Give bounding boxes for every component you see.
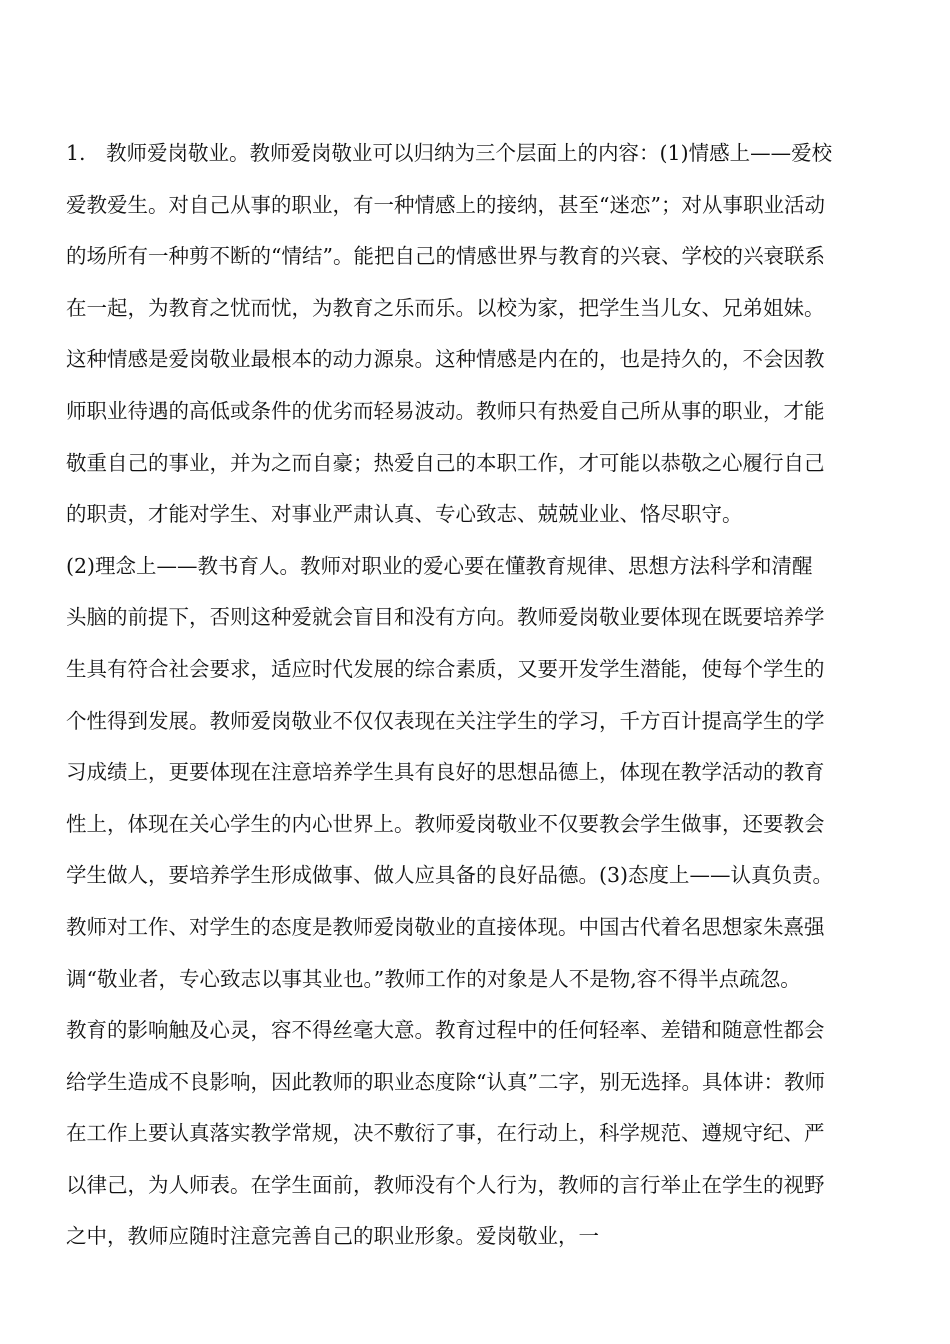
text-line: 教师对工作、对学生的态度是教师爱岗敬业的直接体现。中国古代着名思想家朱熹强 <box>66 914 825 939</box>
text-line: 个性得到发展。教师爱岗敬业不仅仅表现在关注学生的学习，千方百计提高学生的学 <box>66 708 825 733</box>
text-line: 以律己，为人师表。在学生面前，教师没有个人行为，教师的言行举止在学生的视野 <box>66 1172 825 1197</box>
body-text <box>66 133 916 1268</box>
text-line: 之中，教师应随时注意完善自己的职业形象。爱岗敬业，一 <box>66 1224 599 1249</box>
text-line: 习成绩上，更要体现在注意培养学生具有良好的思想品德上，体现在教学活动的教育 <box>66 760 825 785</box>
text-line: 头脑的前提下，否则这种爱就会盲目和没有方向。教师爱岗敬业要体现在既要培养学 <box>66 605 825 630</box>
text-line: 1. 教师爱岗敬业。教师爱岗敬业可以归纳为三个层面上的内容：(1)情感上——爱校 <box>66 141 833 165</box>
text-line: 教育的影响触及心灵，容不得丝毫大意。教育过程中的任何轻率、差错和随意性都会 <box>66 1018 825 1043</box>
text-line: 的职责，才能对学生、对事业严肃认真、专心致志、兢兢业业、恪尽职守。 <box>66 502 743 527</box>
text-line: (2)理念上——教书育人。教师对职业的爱心要在懂教育规律、思想方法科学和清醒 <box>66 553 813 578</box>
text-line: 性上，体现在关心学生的内心世界上。教师爱岗敬业不仅要教会学生做事，还要教会 <box>66 811 825 836</box>
text-line: 的场所有一种剪不断的“情结”。能把自己的情感世界与教育的兴衰、学校的兴衰联系 <box>66 244 825 269</box>
text-line: 生具有符合社会要求，适应时代发展的综合素质，又要开发学生潜能，使每个学生的 <box>66 656 825 681</box>
text-line: 爱教爱生。对自己从事的职业，有一种情感上的接纳，甚至“迷恋”；对从事职业活动 <box>66 192 825 217</box>
text-line: 在工作上要认真落实教学常规，决不敷衍了事，在行动上，科学规范、遵规守纪、严 <box>66 1121 825 1146</box>
text-line: 这种情感是爱岗敬业最根本的动力源泉。这种情感是内在的，也是持久的，不会因教 <box>66 347 825 372</box>
text-line: 调“敬业者，专心致志以事其业也。”教师工作的对象是人不是物,容不得半点疏忽。 <box>66 966 801 991</box>
text-line: 给学生造成不良影响，因此教师的职业态度除“认真”二字，别无选择。具体讲：教师 <box>66 1069 825 1094</box>
text-line: 学生做人，要培养学生形成做事、做人应具备的良好品德。(3)态度上——认真负责。 <box>66 863 834 888</box>
text-line: 敬重自己的事业，并为之而自豪；热爱自己的本职工作，才可能以恭敬之心履行自己 <box>66 450 825 475</box>
text-line: 在一起，为教育之忧而忧，为教育之乐而乐。以校为家，把学生当儿女、兄弟姐妹。 <box>66 295 825 320</box>
text-line: 师职业待遇的高低或条件的优劣而轻易波动。教师只有热爱自己所从事的职业，才能 <box>66 398 825 423</box>
